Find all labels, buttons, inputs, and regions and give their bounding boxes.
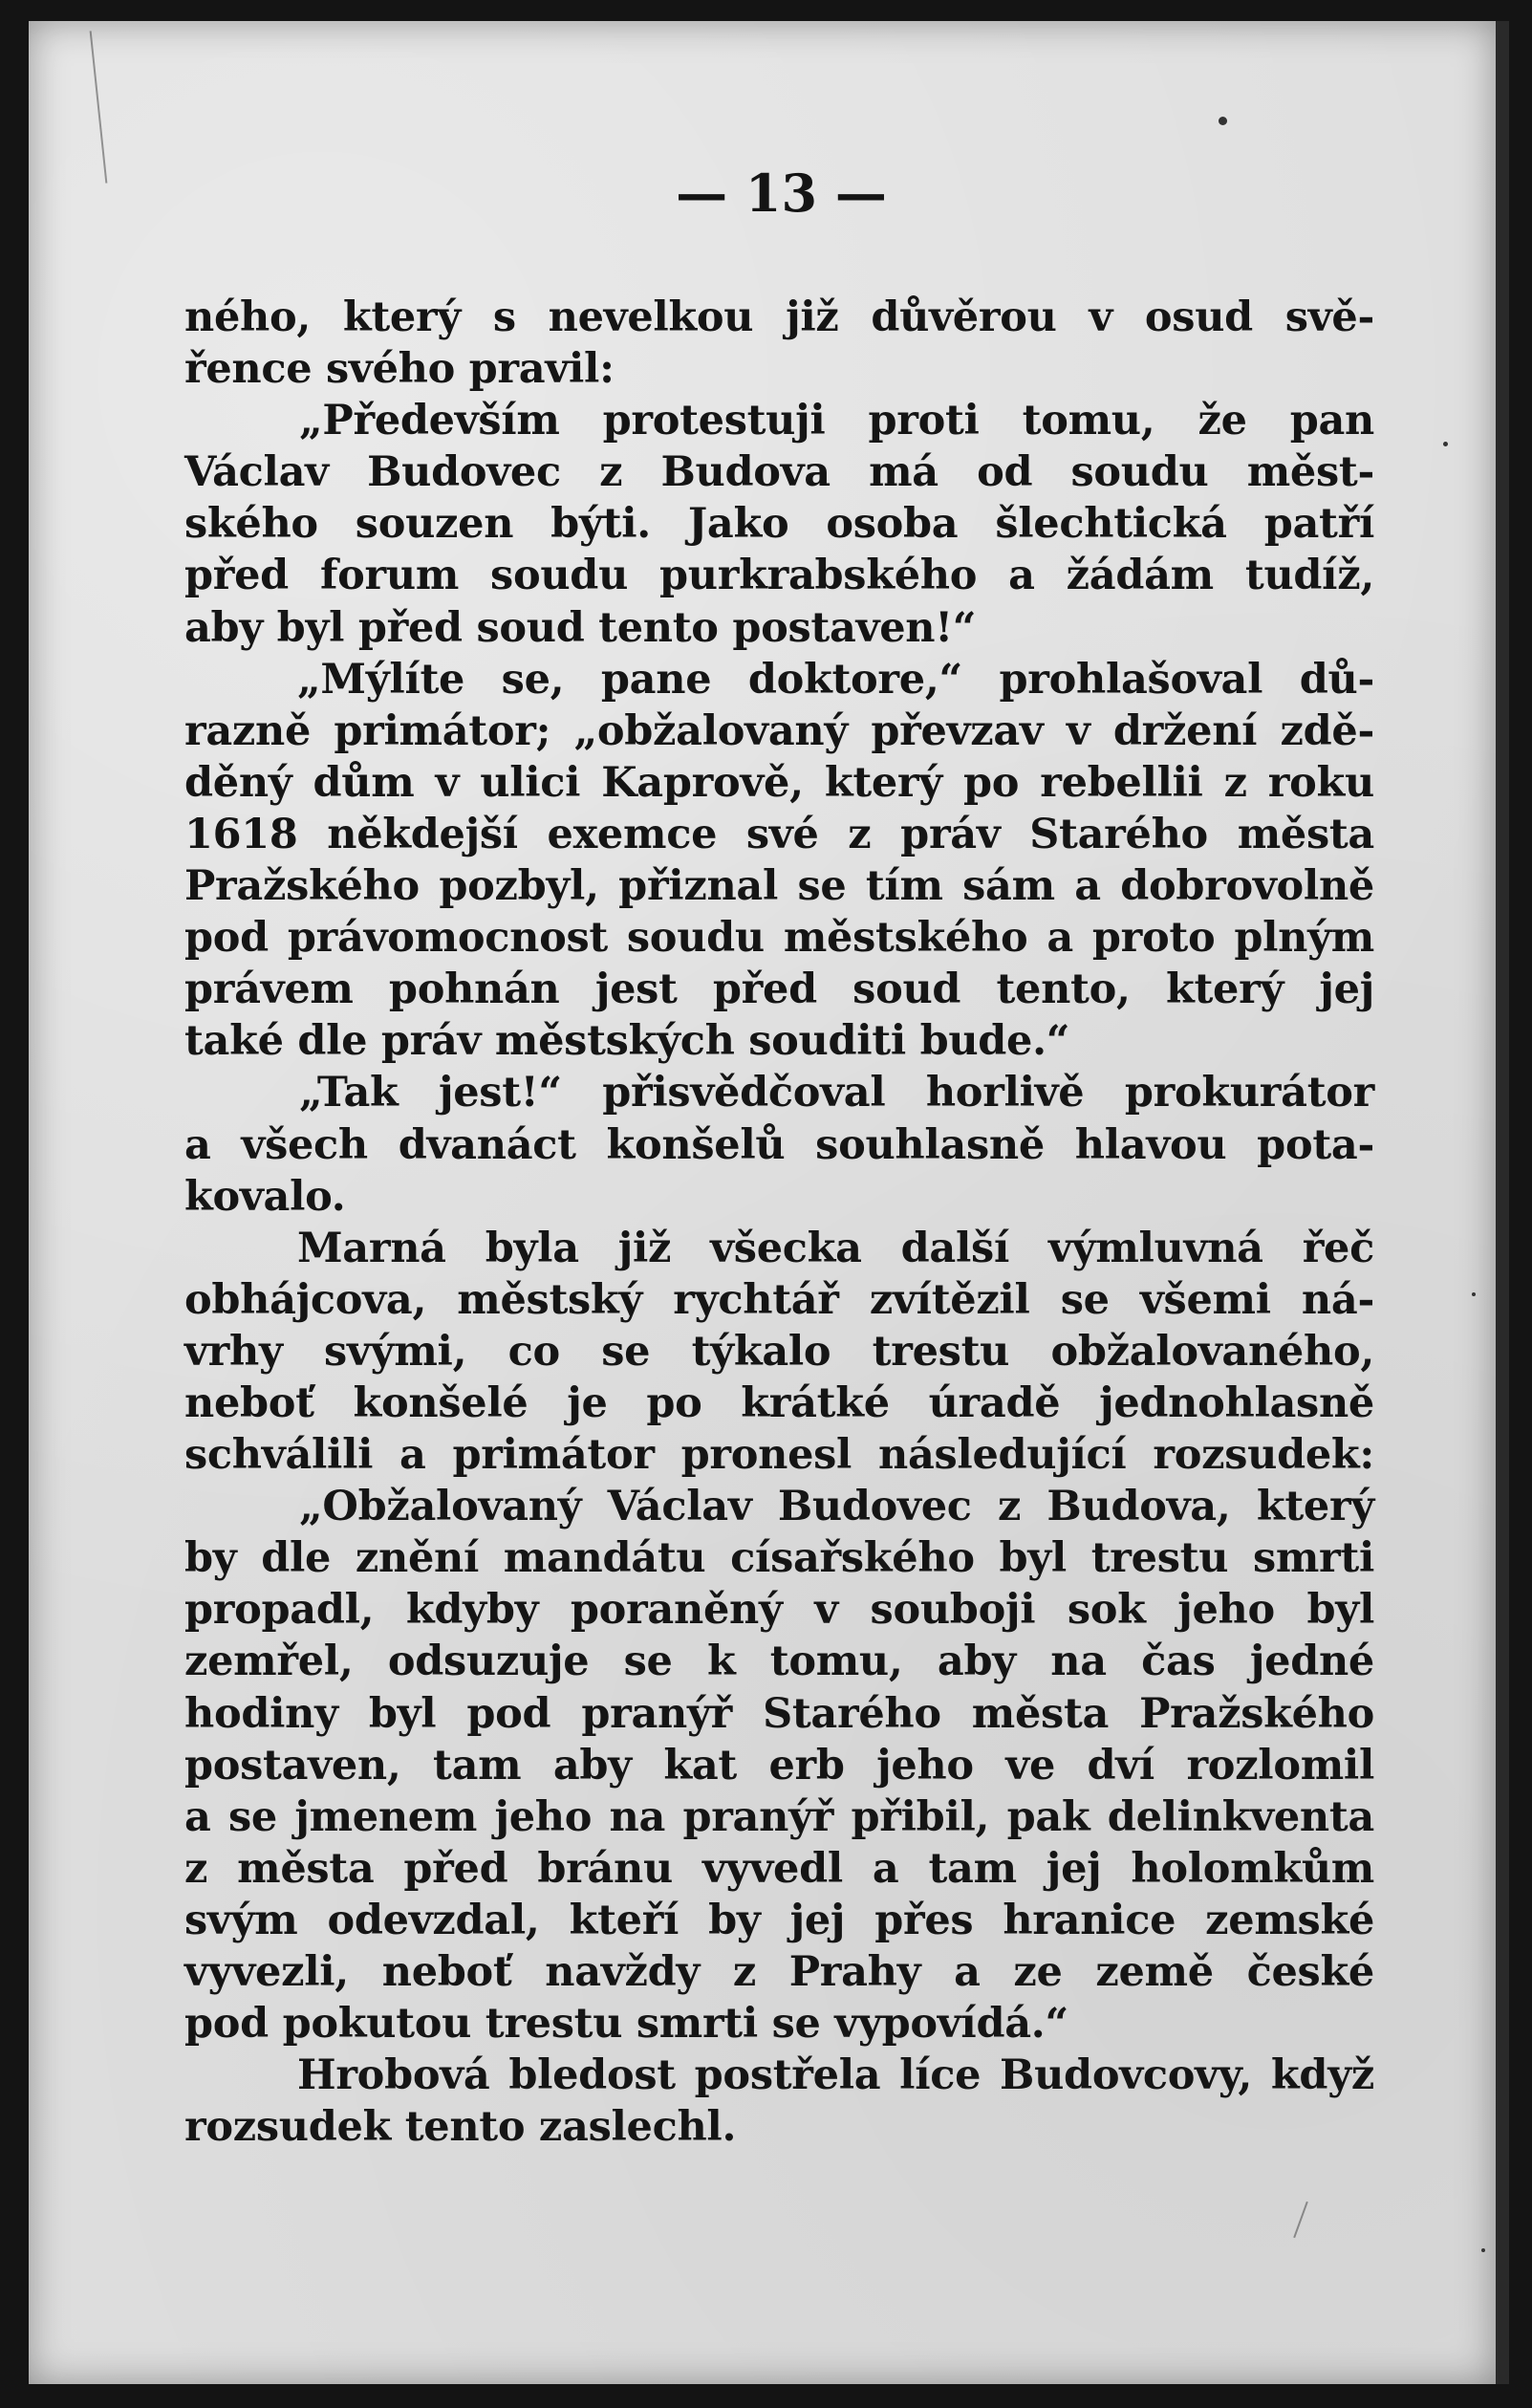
text-line: ského souzen býti. Jako osoba šlechtická patří	[184, 500, 1374, 549]
text-line: neboť konšelé je po krátké úradě jednohlasně	[184, 1378, 1374, 1427]
text-line: pod pokutou trestu smrti se vypovídá.“	[184, 2000, 1068, 2049]
text-line: řence svého pravil:	[184, 345, 615, 394]
text-line: rozsudek tento zaslechl.	[184, 2103, 737, 2152]
ink-speck	[1443, 442, 1448, 446]
text-line: z města před bránu vyvedl a tam jej holomkům	[184, 1844, 1374, 1893]
text-line: pod právomocnost soudu městského a proto plným	[184, 914, 1374, 963]
ink-speck	[1472, 1292, 1476, 1296]
text-line: Václav Budovec z Budova má od soudu měst-	[184, 448, 1374, 497]
text-line: schválili a primátor pronesl následující rozsudek:	[184, 1431, 1374, 1480]
ink-speck	[1481, 2248, 1485, 2252]
text-line: vrhy svými, co se týkalo trestu obžalovaného,	[184, 1327, 1374, 1376]
text-line: hodiny byl pod pranýř Starého města Pražského	[184, 1689, 1374, 1738]
text-line: kovalo.	[184, 1172, 346, 1221]
text-line: také dle práv městských souditi bude.“	[184, 1017, 1070, 1066]
text-line: „Především protestuji proti tomu, že pan	[299, 397, 1374, 445]
page-number: — 13 —	[676, 163, 887, 224]
text-line: razně primátor; „obžalovaný převzav v držení zdě-	[184, 706, 1374, 755]
text-line: vyvezli, neboť navždy z Prahy a ze země české	[184, 1948, 1374, 1996]
scan-scratch	[1293, 2202, 1308, 2238]
text-line: děný dům v ulici Kaprově, který po rebellii z roku	[184, 758, 1374, 807]
text-line: by dle znění mandátu císařského byl trestu smrti	[184, 1534, 1374, 1583]
text-line: svým odevzdal, kteří by jej přes hranice zemské	[184, 1896, 1374, 1944]
text-line: právem pohnán jest před soud tento, který jej	[184, 965, 1374, 1014]
text-line: a všech dvanáct konšelů souhlasně hlavou pota-	[184, 1120, 1374, 1169]
text-line: propadl, kdyby poraněný v souboji sok jeho byl	[184, 1586, 1374, 1635]
text-line: „Mýlíte se, pane doktore,“ prohlašoval dů-	[297, 655, 1374, 704]
scan-scratch	[90, 31, 108, 183]
text-line: před forum soudu purkrabského a žádám tudíž,	[184, 552, 1374, 600]
text-line: „Obžalovaný Václav Budovec z Budova, který	[299, 1483, 1374, 1531]
text-line: Pražského pozbyl, přiznal se tím sám a dobrovolně	[184, 862, 1374, 911]
text-line: postaven, tam aby kat erb jeho ve dví rozlomil	[184, 1741, 1374, 1790]
text-line: a se jmenem jeho na pranýř přibil, pak delinkventa	[184, 1792, 1374, 1841]
text-line: 1618 někdejší exemce své z práv Starého města	[184, 810, 1374, 858]
text-line: „Tak jest!“ přisvědčoval horlivě prokurátor	[299, 1069, 1374, 1117]
text-line: Marná byla již všecka další výmluvná řeč	[297, 1224, 1374, 1272]
text-line: aby byl před soud tento postaven!“	[184, 603, 977, 652]
text-line: zemřel, odsuzuje se k tomu, aby na čas jedné	[184, 1638, 1374, 1686]
ink-speck	[1219, 117, 1227, 125]
text-line: obhájcova, městský rychtář zvítězil se všemi ná-	[184, 1275, 1374, 1324]
body-text	[184, 292, 1374, 2153]
text-line: Hrobová bledost postřela líce Budovcovy, když	[297, 2051, 1374, 2100]
book-page	[29, 21, 1509, 2384]
text-line: ného, který s nevelkou již důvěrou v osud svě-	[184, 293, 1374, 341]
